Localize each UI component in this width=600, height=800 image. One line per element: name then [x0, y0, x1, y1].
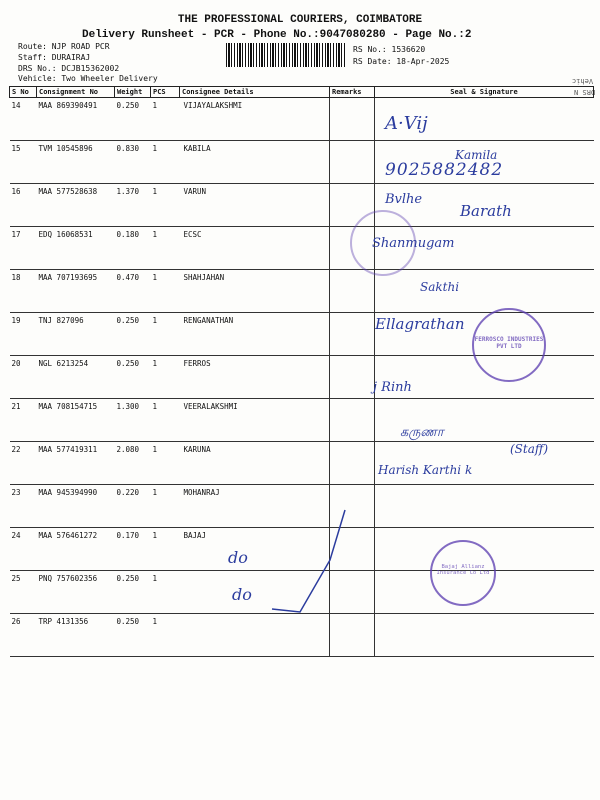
cell-consignment: TRP 4131356	[37, 614, 115, 657]
cell-weight: 0.250	[115, 571, 151, 614]
cell-consignment: MAA 577528638	[37, 184, 115, 227]
cell-consignee: VEERALAKSHMI	[180, 399, 330, 442]
cell-consignee: VIJAYALAKSHMI	[180, 98, 330, 141]
cell-consignee: VARUN	[180, 184, 330, 227]
cell-consignee: KABILA	[180, 141, 330, 184]
signature-19: Ellagrathan	[375, 315, 465, 333]
col-remarks: Remarks	[330, 87, 375, 98]
bleed-through-text: Vehic	[572, 77, 594, 85]
phone-handwritten-15: 9025882482	[385, 160, 504, 180]
cell-pcs: 1	[151, 528, 180, 571]
cell-consignment: PNQ 757602356	[37, 571, 115, 614]
cell-weight: 0.170	[115, 528, 151, 571]
cell-sno: 26	[10, 614, 37, 657]
ditto-mark-26: do	[232, 585, 252, 604]
cell-pcs: 1	[151, 442, 180, 485]
cell-pcs: 1	[151, 399, 180, 442]
cell-sno: 23	[10, 485, 37, 528]
cell-consignment: MAA 869390491	[37, 98, 115, 141]
cell-weight: 0.470	[115, 270, 151, 313]
runsheet-subtitle: Delivery Runsheet - PCR - Phone No.:9047080280 - Page No.:2	[82, 29, 472, 41]
cell-sno: 20	[10, 356, 37, 399]
cell-sno: 22	[10, 442, 37, 485]
cell-weight: 0.250	[115, 614, 151, 657]
route-text: Route: NJP ROAD PCR	[18, 42, 110, 51]
ferrosco-stamp-text: FERROSCO INDUSTRIES PVT LTD	[474, 336, 544, 350]
col-consignee: Consignee Details	[180, 87, 330, 98]
cell-consignment: MAA 577419311	[37, 442, 115, 485]
col-sno: S No	[10, 87, 37, 98]
signature-22: கருணா	[400, 425, 444, 440]
cell-consignee: KARUNA	[180, 442, 330, 485]
cell-consignee: BAJAJ	[180, 528, 330, 571]
cell-pcs: 1	[151, 356, 180, 399]
cell-weight: 0.220	[115, 485, 151, 528]
signature-14: A·Vij	[385, 113, 428, 134]
cell-consignment: MAA 707193695	[37, 270, 115, 313]
rs-date: RS Date: 18-Apr-2025	[353, 57, 450, 66]
vehicle-text: Vehicle: Two Wheeler Delivery	[18, 74, 158, 83]
cell-sno: 21	[10, 399, 37, 442]
cell-consignee: ECSC	[180, 227, 330, 270]
col-signature: Seal & Signature	[375, 87, 594, 98]
cell-pcs: 1	[151, 313, 180, 356]
staff-text: Staff: DURAIRAJ	[18, 53, 91, 62]
long-pen-stroke	[272, 510, 345, 612]
cell-pcs: 1	[151, 270, 180, 313]
cell-weight: 0.250	[115, 313, 151, 356]
cell-pcs: 1	[151, 184, 180, 227]
ditto-mark-25: do	[228, 548, 248, 567]
cell-sno: 14	[10, 98, 37, 141]
cell-weight: 2.080	[115, 442, 151, 485]
signature-21: j Rinh	[373, 380, 412, 395]
cell-pcs: 1	[151, 571, 180, 614]
cell-sno: 18	[10, 270, 37, 313]
cell-consignment: NGL 6213254	[37, 356, 115, 399]
signature-17: Shanmugam	[372, 236, 455, 251]
signature-23: Harish Karthi k	[378, 463, 473, 477]
cell-sno: 19	[10, 313, 37, 356]
cell-sno: 24	[10, 528, 37, 571]
cell-pcs: 1	[151, 98, 180, 141]
col-weight: Weight	[115, 87, 151, 98]
company-title: THE PROFESSIONAL COURIERS, COIMBATORE	[177, 14, 423, 26]
cell-consignment: TNJ 827096	[37, 313, 115, 356]
cell-weight: 0.180	[115, 227, 151, 270]
cell-weight: 1.370	[115, 184, 151, 227]
cell-pcs: 1	[151, 141, 180, 184]
cell-weight: 1.300	[115, 399, 151, 442]
cell-consignment: EDQ 16068531	[37, 227, 115, 270]
col-consignment: Consignment No	[37, 87, 115, 98]
cell-consignment: TVM 10545896	[37, 141, 115, 184]
cell-sno: 25	[10, 571, 37, 614]
signature-15: Kamila	[455, 148, 498, 162]
cell-pcs: 1	[151, 227, 180, 270]
bleed-through-text: DRS N	[574, 88, 596, 96]
cell-consignee: FERROS	[180, 356, 330, 399]
rs-number: RS No.: 1536620	[353, 45, 426, 54]
signature-18: Sakthi	[420, 280, 460, 294]
cell-consignee: RENGANATHAN	[180, 313, 330, 356]
cell-sno: 17	[10, 227, 37, 270]
cell-weight: 0.250	[115, 98, 151, 141]
cell-consignment: MAA 576461272	[37, 528, 115, 571]
cell-pcs: 1	[151, 485, 180, 528]
signature-16-name: Barath	[460, 202, 512, 220]
cell-sno: 16	[10, 184, 37, 227]
col-pcs: PCS	[151, 87, 180, 98]
cell-consignee: MOHANRAJ	[180, 485, 330, 528]
cell-sno: 15	[10, 141, 37, 184]
cell-consignee: SHAHJAHAN	[180, 270, 330, 313]
cell-consignment: MAA 708154715	[37, 399, 115, 442]
bajaj-stamp-text: Bajaj Allianz Insurance Co Ltd	[436, 564, 490, 576]
cell-weight: 0.830	[115, 141, 151, 184]
staff-note-22: (Staff)	[510, 442, 549, 456]
cell-consignment: MAA 945394990	[37, 485, 115, 528]
cell-weight: 0.250	[115, 356, 151, 399]
drs-number: DRS No.: DCJB15362002	[18, 64, 120, 73]
signature-16: Bvlhe	[385, 192, 423, 207]
cell-pcs: 1	[151, 614, 180, 657]
